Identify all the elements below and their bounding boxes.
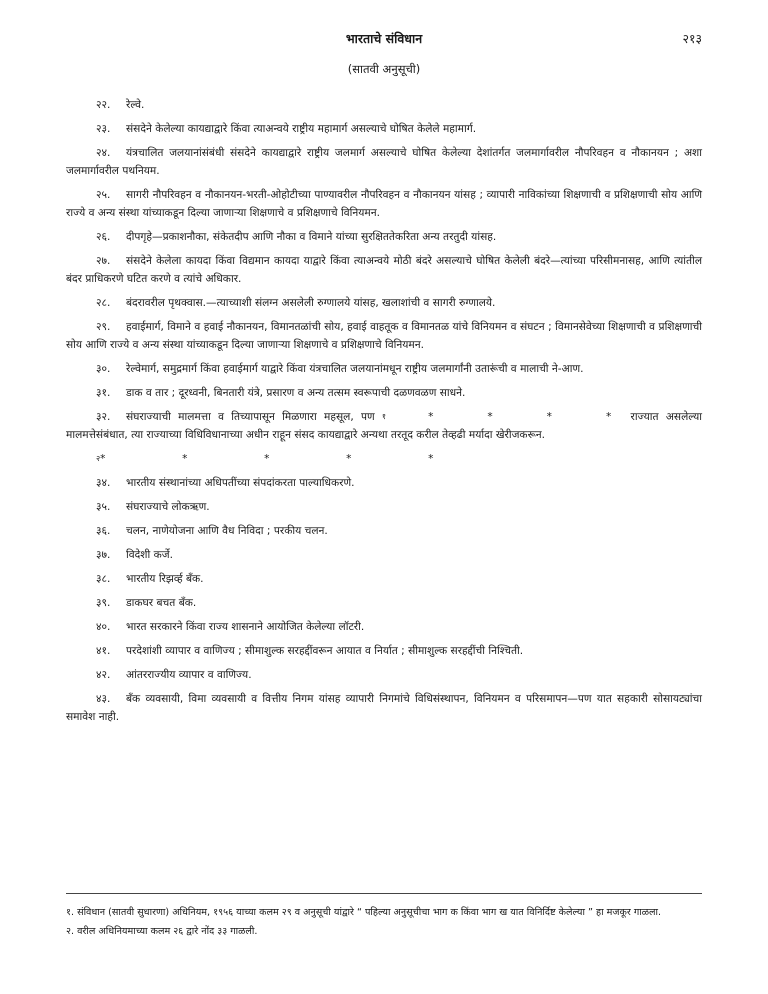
list-item bbox=[66, 120, 702, 138]
entry-text: बँक व्यवसायी, विमा व्यवसायी व वित्तीय निगम यांसह व्यापारी निगमांचे विधिसंस्थापन, विनियमन व परिसमापन—पण यात सहकारी सोसायट्यांचा समावेश नाही. bbox=[66, 693, 702, 723]
entry-text: आंतरराज्यीय व्यापार व वाणिज्य. bbox=[126, 669, 252, 681]
entry-number: ३०. bbox=[96, 363, 111, 375]
entry-number: ३६. bbox=[96, 525, 111, 537]
footnote-mark-2: २ bbox=[96, 454, 101, 463]
list-item bbox=[66, 546, 702, 564]
omission-star: * bbox=[546, 411, 552, 423]
entry-text: यंत्रचालित जलयानांसंबंधी संसदेने कायद्याद्वारे राष्ट्रीय जलमार्ग असल्याचे घोषित केलेल्या देशांतर्गत जलमार्गावरील नौपरिवहन व नौकानयन ; अशा जलमार्गावरील पथनियम. bbox=[66, 147, 702, 177]
omission-star: * bbox=[346, 453, 352, 465]
entry-number: ३८. bbox=[96, 573, 111, 585]
schedule-subtitle: (सातवी अनुसूची) bbox=[347, 62, 421, 76]
list-item bbox=[66, 228, 702, 246]
list-item bbox=[66, 96, 702, 114]
list-item bbox=[66, 522, 702, 540]
entry-number: २४. bbox=[96, 147, 111, 159]
entry-number: ३५. bbox=[96, 501, 111, 513]
entry-number: ४०. bbox=[96, 621, 111, 633]
entry-number: ३७. bbox=[96, 549, 111, 561]
list-item bbox=[66, 360, 702, 378]
entry-text: परदेशांशी व्यापार व वाणिज्य ; सीमाशुल्क सरहद्दींवरून आयात व निर्यात ; सीमाशुल्क सरहद्दींची निश्चिती. bbox=[126, 645, 524, 657]
omission-star: * bbox=[487, 411, 493, 423]
footnote-divider bbox=[66, 893, 702, 894]
entry-number: २३. bbox=[96, 123, 111, 135]
entry-text: डाक व तार ; दूरध्वनी, बिनतारी यंत्रे, प्रसारण व अन्य तत्सम स्वरूपाची दळणवळण साधने. bbox=[126, 387, 466, 399]
page-number: २१३ bbox=[682, 31, 702, 46]
list-item bbox=[66, 384, 702, 402]
entry-number: ३२. bbox=[96, 411, 111, 423]
footnote-1: १. संविधान (सातवी सुधारणा) अधिनियम, १९५६ याच्या कलम २९ व अनुसूची यांद्वारे “ पहिल्या अनुसूचीचा भाग क किंवा भाग ख यात विनिर्दिष्ट केलेल्या ” हा मजकूर गाळला. bbox=[66, 907, 662, 918]
list-item bbox=[66, 318, 702, 354]
entry-number: ४३. bbox=[96, 693, 111, 705]
list-item bbox=[66, 498, 702, 516]
entry-32 bbox=[66, 408, 702, 444]
entry-text: विदेशी कर्जे. bbox=[126, 549, 173, 561]
entry-text: सागरी नौपरिवहन व नौकानयन-भरती-ओहोटीच्या पाण्यावरील नौपरिवहन व नौकानयन यांसह ; व्यापारी नाविकांच्या शिक्षणाची व प्रशिक्षणाची सोय आणि राज्ये व अन्य संस्था यांच्याकडून दिल्या जाणाऱ्या शिक्षणाचे व प्रशिक्षणाचे विनियमन. bbox=[66, 189, 702, 219]
entry-text: बंदरावरील पृथक्वास.—त्याच्याशी संलग्न असलेली रुग्णालये यांसह, खलाशांची व सागरी रुग्णालये. bbox=[126, 297, 496, 309]
entry-number: २७. bbox=[96, 255, 111, 267]
entry-list bbox=[66, 96, 702, 732]
footnote-2: २. वरील अधिनियमाच्या कलम २६ द्वारे नोंद ३३ गाळली. bbox=[66, 926, 258, 937]
omission-star: * bbox=[264, 453, 270, 465]
entry-text: डाकघर बचत बँक. bbox=[126, 597, 197, 609]
entry-number: ४२. bbox=[96, 669, 111, 681]
footnote-mark-1: १ bbox=[381, 412, 387, 421]
omission-star: * bbox=[428, 411, 434, 423]
entry-text: भारतीय संस्थानांच्या अधिपतींच्या संपदांकरता पाल्याधिकरणे. bbox=[126, 477, 355, 489]
list-item bbox=[66, 570, 702, 588]
entry-number: ३९. bbox=[96, 597, 111, 609]
page-title: भारताचे संविधान bbox=[345, 31, 423, 46]
list-item bbox=[66, 690, 702, 726]
list-item bbox=[66, 642, 702, 660]
entry-text: भारत सरकारने किंवा राज्य शासनाने आयोजित केलेल्या लॉटरी. bbox=[126, 621, 365, 633]
list-item bbox=[66, 144, 702, 180]
entry-text: रेल्वे. bbox=[126, 99, 145, 111]
entry-number: ४१. bbox=[96, 645, 111, 657]
entry-text: चलन, नाणेयोजना आणि वैध निविदा ; परकीय चलन. bbox=[126, 525, 328, 537]
entry-number: ३१. bbox=[96, 387, 111, 399]
list-item bbox=[66, 666, 702, 684]
entry-text-before: संघराज्याची मालमत्ता व तिच्यापासून मिळणारा महसूल, पण bbox=[126, 411, 375, 423]
list-item bbox=[66, 594, 702, 612]
entry-group-second bbox=[66, 474, 702, 726]
entry-text: दीपगृहे—प्रकाशनौका, संकेतदीप आणि नौका व विमाने यांच्या सुरक्षिततेकरिता अन्य तरतुदी यांसह. bbox=[126, 231, 497, 243]
list-item bbox=[66, 474, 702, 492]
entry-number: २२. bbox=[96, 99, 111, 111]
entry-text: भारतीय रिझर्व्ह बँक. bbox=[126, 573, 204, 585]
entry-text: संघराज्याचे लोकऋण. bbox=[126, 501, 210, 513]
omission-star: * bbox=[605, 411, 612, 423]
entry-number: २९. bbox=[96, 321, 111, 333]
list-item bbox=[66, 618, 702, 636]
entry-number: ३४. bbox=[96, 477, 111, 489]
entry-text: संसदेने केलेल्या कायद्याद्वारे किंवा त्याअन्वये राष्ट्रीय महामार्ग असल्याचे घोषित केलेले महामार्ग. bbox=[126, 123, 477, 135]
omission-star: * bbox=[100, 453, 106, 465]
list-item bbox=[66, 186, 702, 222]
list-item bbox=[66, 252, 702, 288]
omission-row bbox=[66, 450, 702, 468]
entry-text: संसदेने केलेला कायदा किंवा विद्यमान कायदा याद्वारे किंवा त्याअन्वये मोठी बंदरे असल्याचे घोषित केलेली बंदरे—त्यांच्या परिसीमनासह, आणि त्यांतील बंदर प्राधिकरणे घटित करणे व त्यांचे अधिकार. bbox=[66, 255, 702, 285]
omission-star: * bbox=[428, 453, 434, 465]
entry-group-first bbox=[66, 96, 702, 402]
entry-number: २८. bbox=[96, 297, 111, 309]
entry-text-after: राज्यात असलेल्या मालमत्तेसंबंधात, त्या राज्याच्या विधिविधानाच्या अधीन राहून संसद कायद्याद्वारे अन्यथा तरतूद करील तेव्हढी मर्यादा खेरीजकरून. bbox=[66, 411, 702, 441]
entry-text: रेल्वेमार्ग, समुद्रमार्ग किंवा हवाईमार्ग याद्वारे किंवा यंत्रचालित जलयानांमधून राष्ट्रीय जलमार्गांनी उतारूंची व मालाची ने-आण. bbox=[126, 363, 584, 375]
entry-number: २६. bbox=[96, 231, 111, 243]
footnotes bbox=[66, 905, 702, 943]
list-item bbox=[66, 294, 702, 312]
entry-text: हवाईमार्ग, विमाने व हवाई नौकानयन, विमानतळांची सोय, हवाई वाहतूक व विमानतळ यांचे विनियमन व संघटन ; विमानसेवेच्या शिक्षणाची व प्रशिक्षणाची सोय आणि राज्ये व अन्य संस्था यांच्याकडून दिल्या जाणाऱ्या शिक्षणाचे व प्रशिक्षणाचे विनियमन. bbox=[66, 321, 702, 351]
omission-star: * bbox=[182, 453, 188, 465]
entry-number: २५. bbox=[96, 189, 111, 201]
